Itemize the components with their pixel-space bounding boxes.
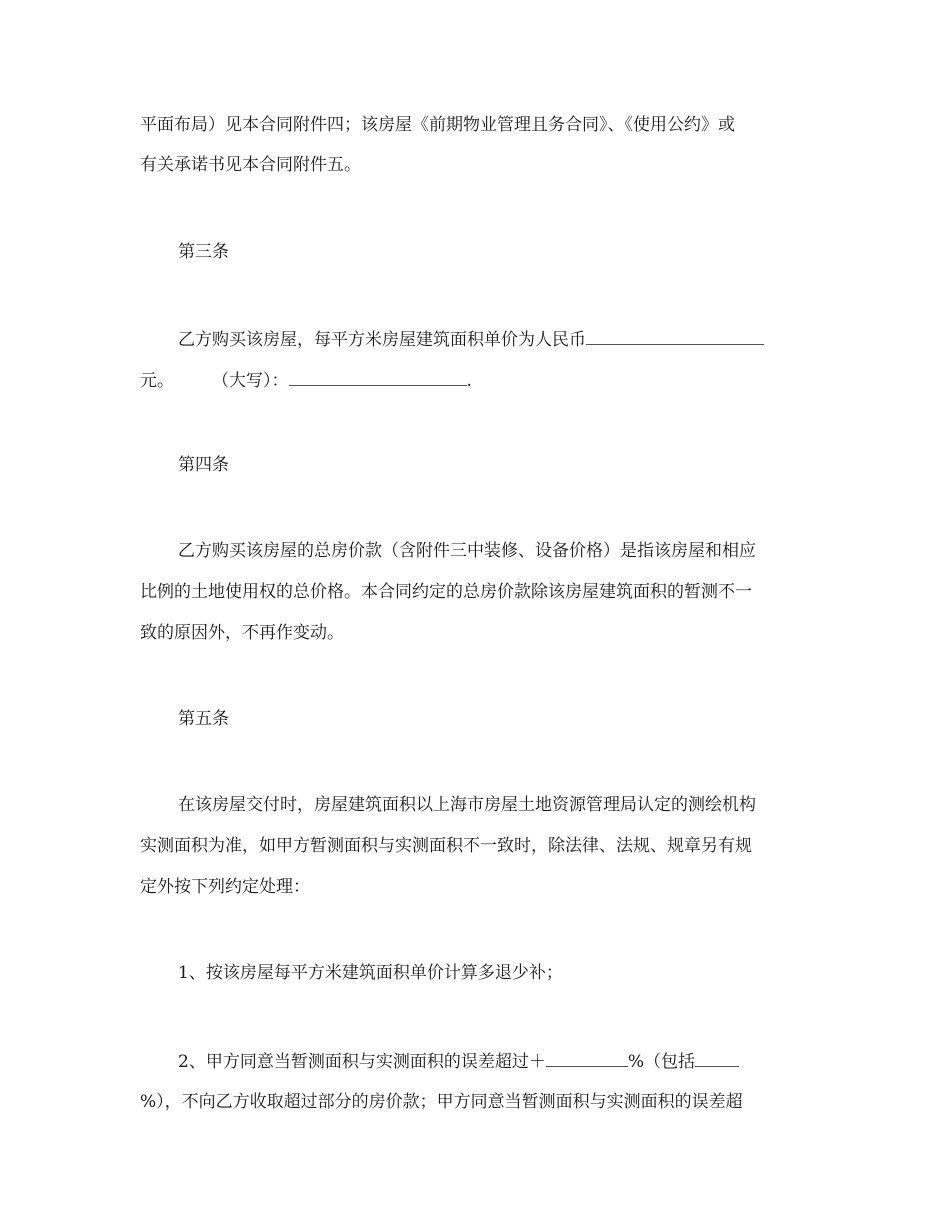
article-5-item-1: 1、按该房屋每平方米建筑面积单价计算多退少补；	[178, 963, 563, 983]
article-3-text: 乙方购买该房屋，每平方米房屋建筑面积单价为人民币	[178, 330, 586, 350]
include-percent-blank	[695, 1050, 739, 1067]
period-mark: .	[466, 371, 472, 391]
article-5-line-2: 实测面积为准，如甲方暂测面积与实测面积不一致时，除法律、法规、规章另有规	[140, 836, 752, 856]
article-3-heading: 第三条	[178, 242, 229, 262]
article-4-line-3: 致的原因外，不再作变动。	[140, 623, 344, 643]
item-2-include-text: %（包括	[627, 1052, 695, 1072]
article-4-line-1: 乙方购买该房屋的总房价款（含附件三中装修、设备价格）是指该房屋和相应	[178, 541, 756, 561]
article-5-line-1: 在该房屋交付时，房屋建筑面积以上海市房屋土地资源管理局认定的测绘机构	[178, 795, 756, 815]
article-3-line-1	[178, 328, 764, 348]
uppercase-amount-blank	[289, 369, 467, 386]
tolerance-percent-blank	[546, 1050, 628, 1067]
uppercase-label: （大写）：	[212, 371, 289, 391]
item-2-text: 2、甲方同意当暂测面积与实测面积的误差超过＋	[178, 1052, 546, 1072]
article-5-line-3: 定外按下列约定处理：	[140, 877, 310, 897]
article-4-line-2: 比例的土地使用权的总价格。本合同约定的总房价款除该房屋建筑面积的暂测不一	[140, 582, 752, 602]
article-5-item-2	[178, 1050, 739, 1070]
intro-line-2: 有关承诺书见本合同附件五。	[140, 155, 361, 175]
intro-line-1: 平面布局）见本合同附件四；该房屋《前期物业管理且务合同》、《使用公约》或	[140, 115, 735, 135]
article-5-heading: 第五条	[178, 709, 229, 729]
yuan-label: 元。	[140, 371, 174, 391]
article-4-heading: 第四条	[178, 455, 229, 475]
article-5-item-2-line-2: %），不向乙方收取超过部分的房价款；甲方同意当暂测面积与实测面积的误差超	[140, 1092, 743, 1112]
unit-price-blank	[586, 328, 764, 345]
article-3-line-2	[140, 369, 472, 389]
